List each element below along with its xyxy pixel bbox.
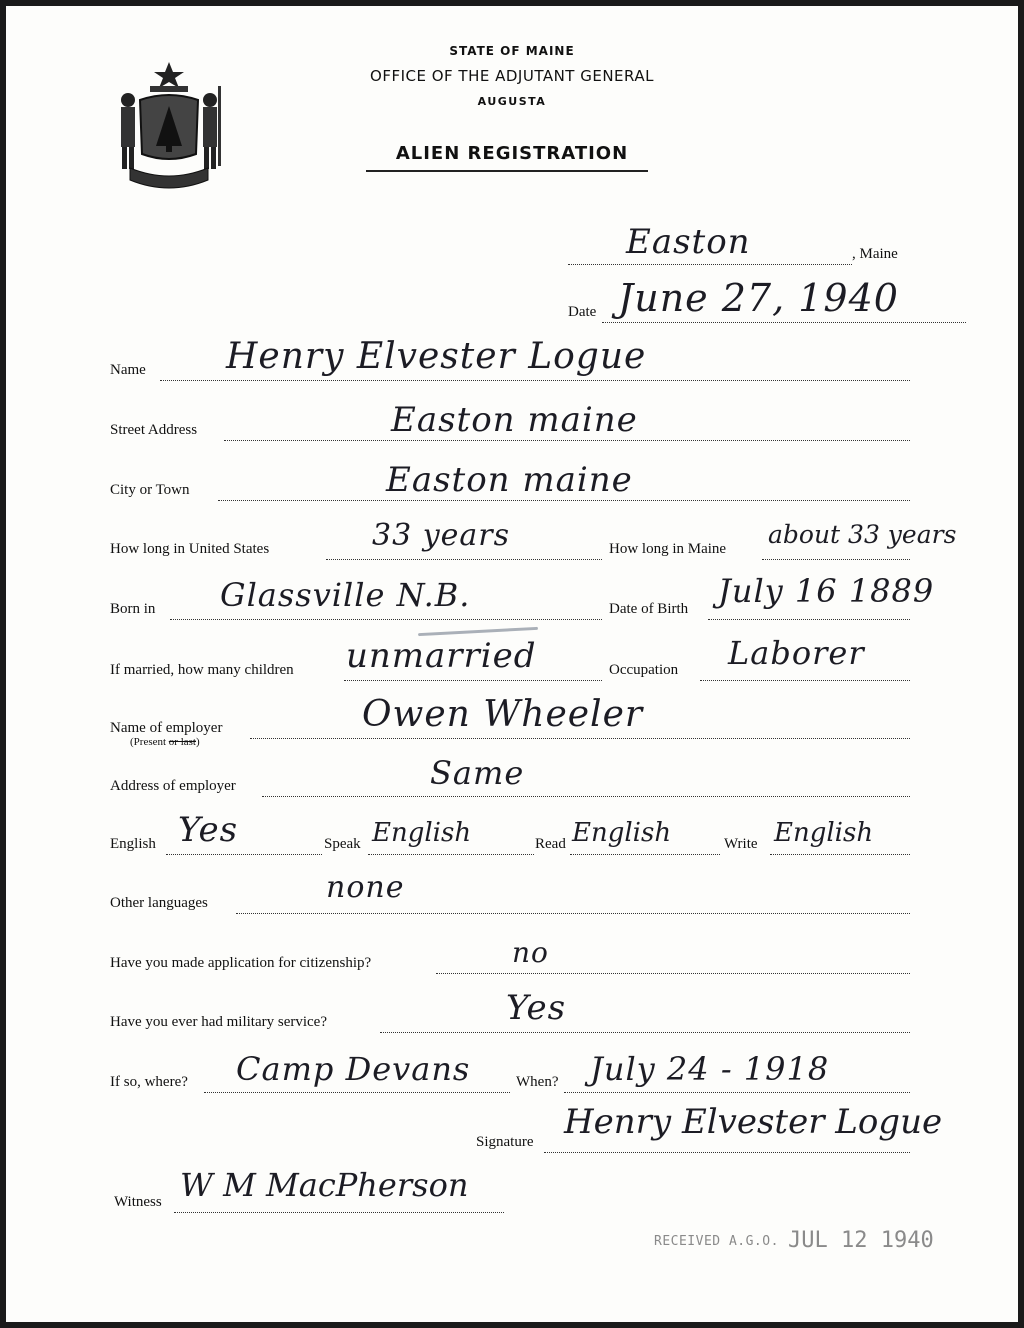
town-line (568, 264, 852, 265)
signature-value: Henry Elvester Logue (564, 1102, 943, 1142)
employer-address-line (262, 796, 910, 797)
date-of-birth-label: Date of Birth (609, 601, 689, 617)
other-languages-line (236, 913, 910, 914)
city-or-town-line (218, 500, 910, 501)
received-stamp-label: RECEIVED A.G.O. (654, 1234, 779, 1249)
employer-name-line (250, 738, 910, 739)
date-value: June 27, 1940 (618, 276, 899, 320)
other-languages-label: Other languages (110, 895, 208, 911)
title-underline (366, 170, 648, 172)
read-line (570, 854, 720, 855)
how-long-maine-line (762, 559, 910, 560)
date-of-birth-line (708, 619, 910, 620)
citizenship-label: Have you made application for citizenship? (110, 955, 372, 971)
born-in-value: Glassville N.B. (220, 576, 471, 614)
where-label: If so, where? (110, 1074, 188, 1090)
employer-sub-a: (Present (130, 736, 169, 748)
read-label: Read (535, 836, 566, 852)
name-line (160, 380, 910, 381)
when-label: When? (516, 1074, 559, 1090)
english-line (166, 854, 322, 855)
employer-sub-b: or last (168, 736, 196, 748)
where-line (204, 1092, 510, 1093)
employer-sub-label (130, 736, 200, 748)
married-children-label: If married, how many children (110, 662, 294, 678)
street-address-line (224, 440, 910, 441)
married-children-line (344, 680, 602, 681)
street-address-label: Street Address (110, 422, 198, 438)
military-label: Have you ever had military service? (110, 1014, 327, 1030)
english-label: English (110, 836, 156, 852)
date-label: Date (568, 304, 597, 320)
write-line (770, 854, 910, 855)
employer-address-value: Same (430, 754, 525, 792)
pencil-mark (418, 627, 538, 636)
witness-value: W M MacPherson (180, 1166, 469, 1204)
military-value: Yes (506, 988, 567, 1028)
witness-label: Witness (114, 1194, 162, 1210)
when-value: July 24 - 1918 (590, 1050, 830, 1088)
header-state: STATE OF MAINE (449, 44, 575, 58)
speak-label: Speak (324, 836, 361, 852)
write-label: Write (724, 836, 758, 852)
citizenship-value: no (512, 936, 549, 969)
how-long-us-value: 33 years (372, 518, 511, 553)
occupation-value: Laborer (728, 634, 865, 672)
english-value: Yes (178, 810, 239, 850)
speak-line (368, 854, 534, 855)
employer-address-label: Address of employer (110, 778, 236, 794)
how-long-us-line (326, 559, 602, 560)
where-value: Camp Devans (236, 1050, 471, 1088)
registration-form (6, 6, 1018, 1322)
header-office: OFFICE OF THE ADJUTANT GENERAL (370, 67, 654, 85)
occupation-label: Occupation (609, 662, 679, 678)
header-city: AUGUSTA (477, 95, 547, 108)
town-value: Easton (626, 222, 751, 262)
speak-value: English (372, 818, 472, 848)
maine-label: , Maine (852, 246, 898, 262)
other-languages-value: none (326, 870, 405, 905)
name-value: Henry Elvester Logue (226, 336, 647, 377)
write-value: English (774, 818, 874, 848)
witness-line (174, 1212, 504, 1213)
date-line (602, 322, 966, 323)
married-children-value: unmarried (346, 636, 537, 676)
city-or-town-label: City or Town (110, 482, 190, 498)
how-long-us-label: How long in United States (110, 541, 270, 557)
signature-line (544, 1152, 910, 1153)
born-in-label: Born in (110, 601, 156, 617)
citizenship-line (436, 973, 910, 974)
how-long-maine-label: How long in Maine (609, 541, 727, 557)
city-or-town-value: Easton maine (386, 460, 633, 500)
when-line (564, 1092, 910, 1093)
name-label: Name (110, 362, 146, 378)
born-in-line (170, 619, 602, 620)
signature-label: Signature (476, 1134, 534, 1150)
date-of-birth-value: July 16 1889 (718, 572, 935, 610)
read-value: English (572, 818, 672, 848)
street-address-value: Easton maine (391, 400, 638, 440)
form-title: ALIEN REGISTRATION (395, 143, 629, 164)
occupation-line (700, 680, 910, 681)
military-line (380, 1032, 910, 1033)
received-stamp-date: JUL 12 1940 (788, 1228, 934, 1253)
employer-name-label: Name of employer (110, 720, 223, 736)
how-long-maine-value: about 33 years (768, 520, 957, 549)
employer-name-value: Owen Wheeler (362, 694, 644, 735)
employer-sub-c: ) (196, 736, 200, 748)
